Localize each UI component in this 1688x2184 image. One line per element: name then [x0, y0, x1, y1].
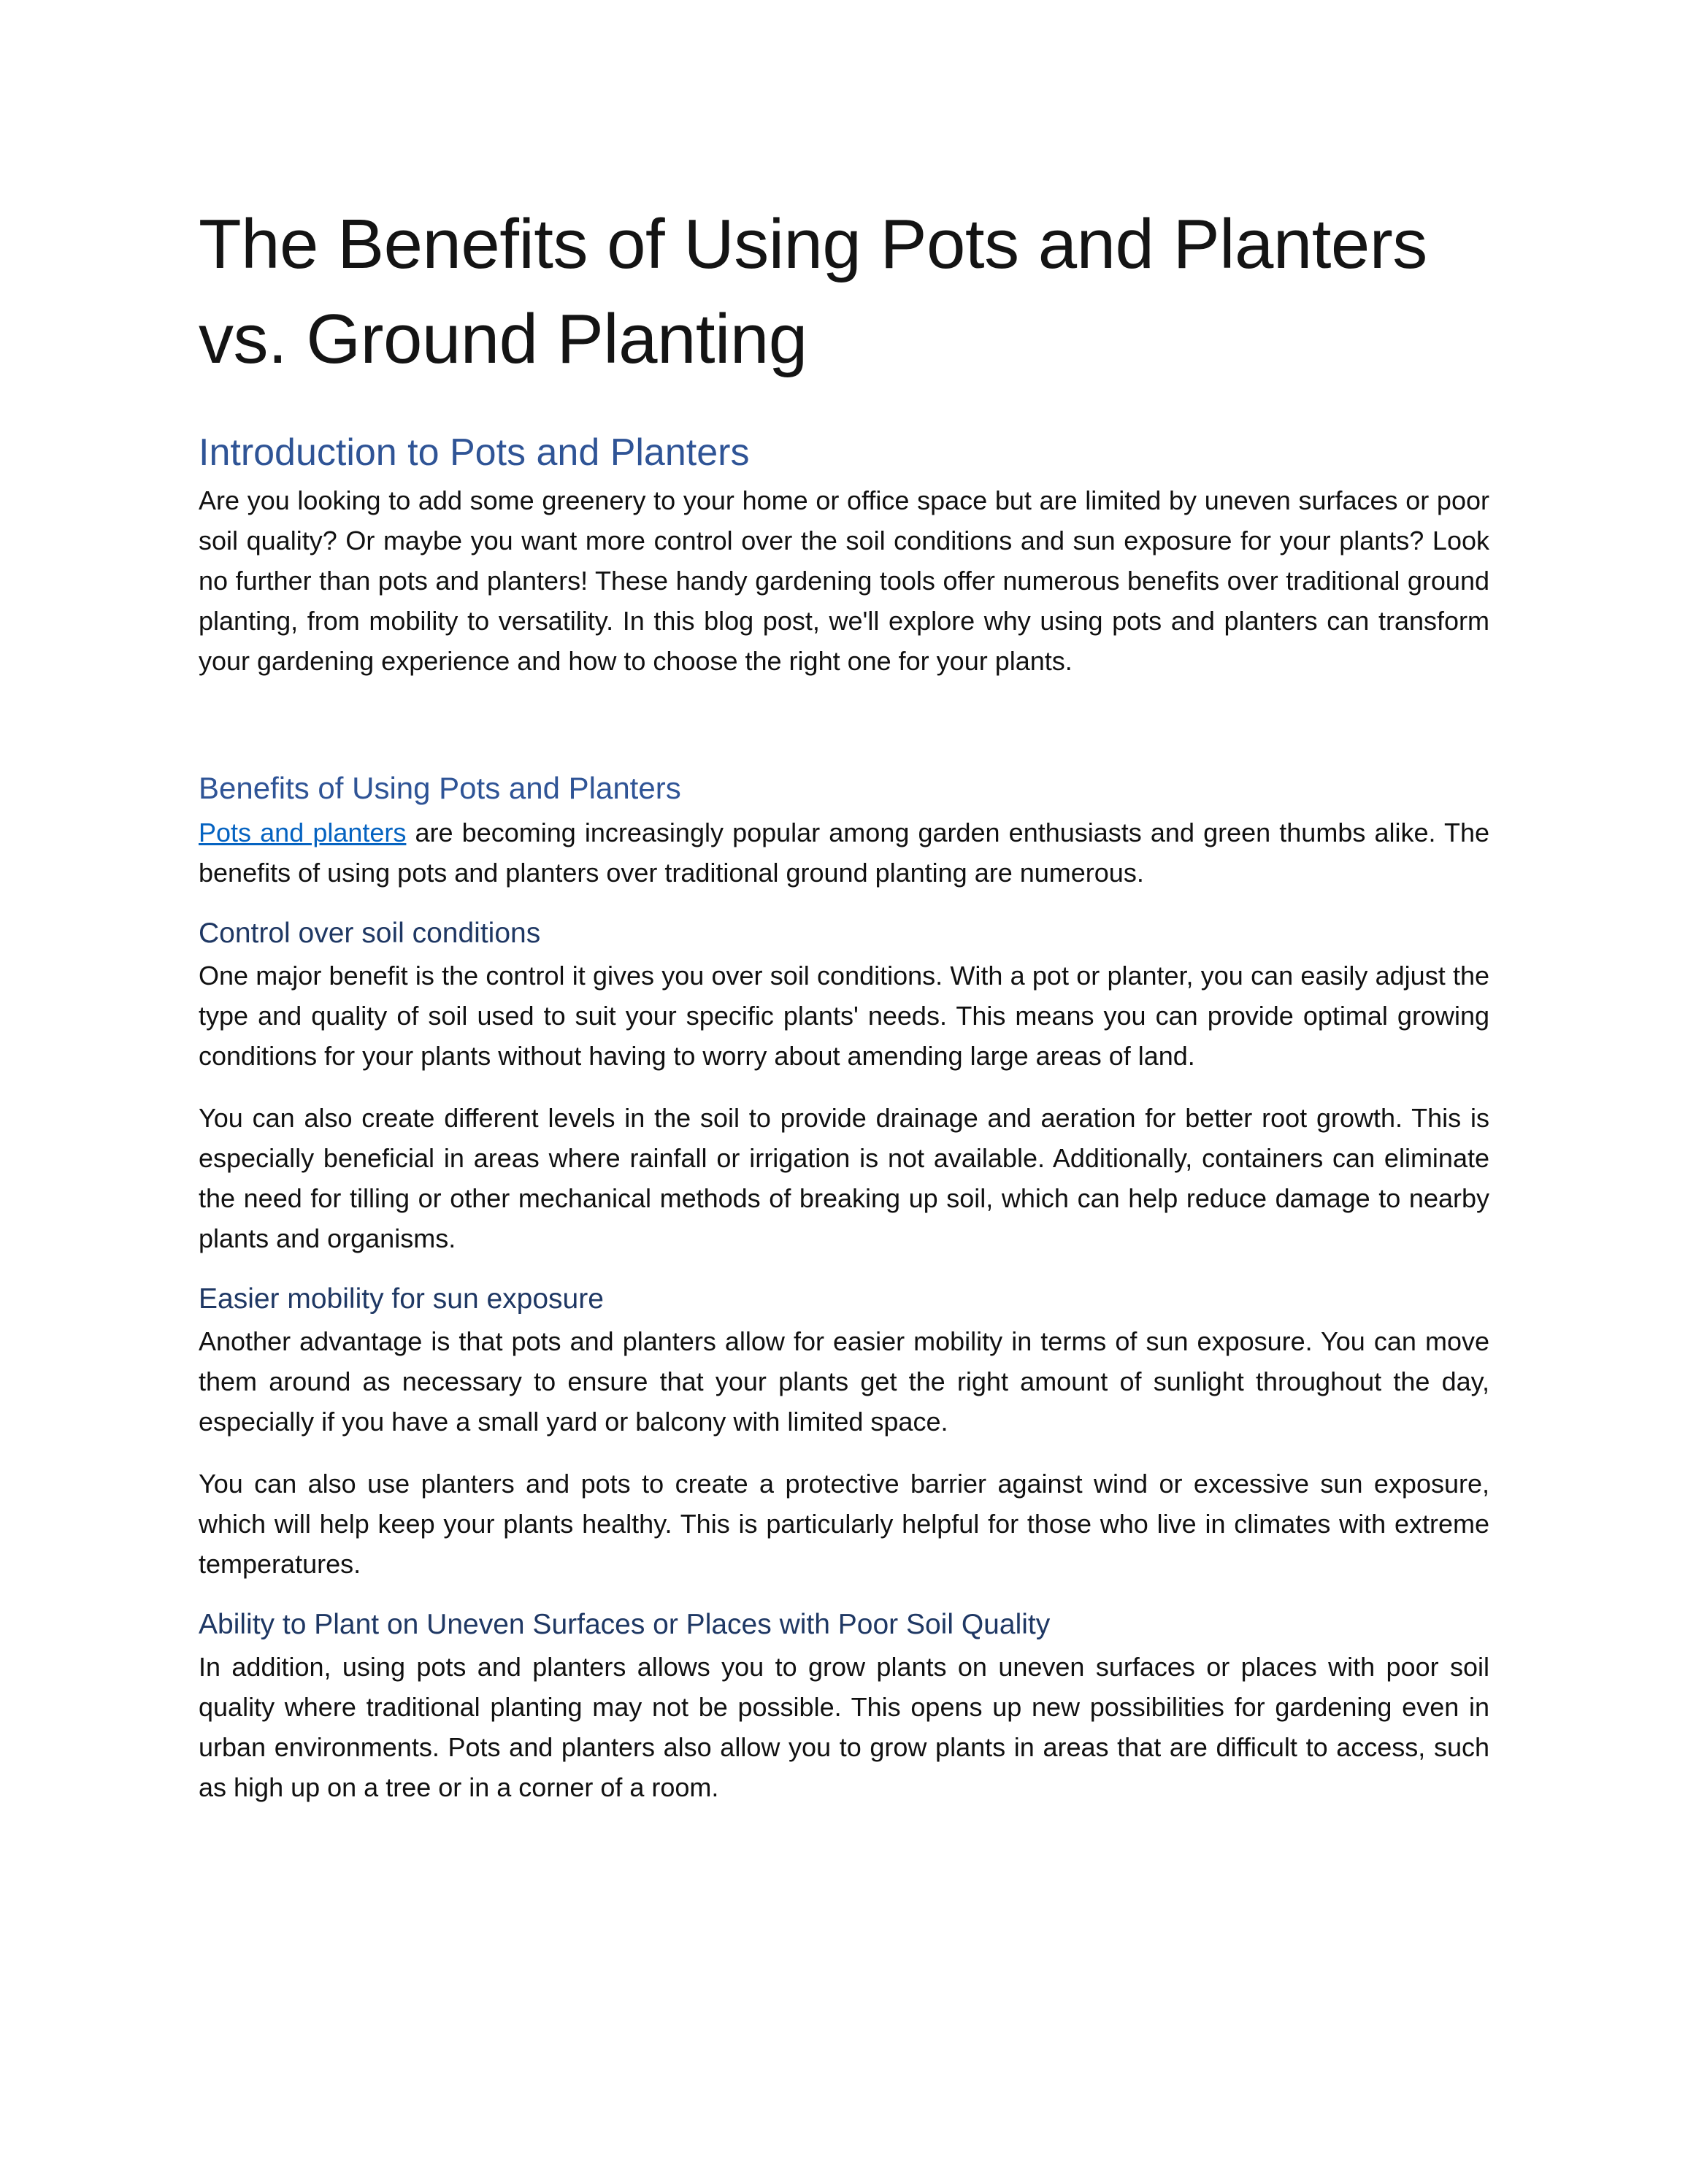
intro-paragraph: Are you looking to add some greenery to your home or office space but are limited by uneven surfaces or poor soil quality? Or maybe you want more control over the soil conditions and sun exposure for your plants? Look no further than pots and planters! These handy gardening tools offer numerous benefits over traditional ground planting, from mobility to versatility. In this blog post, we'll explore why using pots and planters can transform your gardening experience and how to choose the right one for your plants. [199, 485, 1489, 676]
pots-and-planters-link[interactable]: Pots and planters [199, 818, 407, 847]
uneven-paragraph: In addition, using pots and planters allows you to grow plants on uneven surfaces or places with poor soil quality where traditional planting may not be possible. This opens up new possibilities for gardening even in urban environments. Pots and planters also allow you to grow plants in areas that are difficult to access, such as high up on a tree or in a corner of a room. [199, 1652, 1489, 1802]
soil-paragraph-2: You can also create different levels in the soil to provide drainage and aeration for better root growth. This is especially beneficial in areas where rainfall or irrigation is not available. Additionally, containers can eliminate the need for tilling or other mechanical methods of breaking up soil, which can help reduce damage to nearby plants and organisms. [199, 1103, 1489, 1253]
soil-heading: Control over soil conditions [199, 918, 541, 949]
page-title: The Benefits of Using Pots and Planters vs. Ground Planting [199, 205, 1427, 378]
mobility-paragraph-2: You can also use planters and pots to create a protective barrier against wind or excessive sun exposure, which will help keep your plants healthy. This is particularly helpful for those who live in climates with extreme temperatures. [199, 1469, 1489, 1579]
uneven-heading: Ability to Plant on Uneven Surfaces or Places with Poor Soil Quality [199, 1609, 1051, 1640]
mobility-heading: Easier mobility for sun exposure [199, 1283, 604, 1315]
benefits-heading: Benefits of Using Pots and Planters [199, 771, 681, 805]
mobility-paragraph-1: Another advantage is that pots and planters allow for easier mobility in terms of sun exposure. You can move them around as necessary to ensure that your plants get the right amount of sunlight throughout the day, especially if you have a small yard or balcony with limited space. [199, 1326, 1489, 1437]
benefits-paragraph [199, 812, 1489, 893]
intro-heading: Introduction to Pots and Planters [199, 431, 750, 474]
document-page [199, 197, 1489, 1829]
soil-paragraph-1: One major benefit is the control it gives you over soil conditions. With a pot or planter, you can easily adjust the type and quality of soil used to suit your specific plants' needs. This means you can provide optimal growing conditions for your plants without having to worry about amending large areas of land. [199, 961, 1489, 1071]
benefits-paragraph-text: are becoming increasingly popular among garden enthusiasts and green thumbs alike. The benefits of using pots and planters over traditional ground planting are numerous. [199, 818, 1489, 888]
